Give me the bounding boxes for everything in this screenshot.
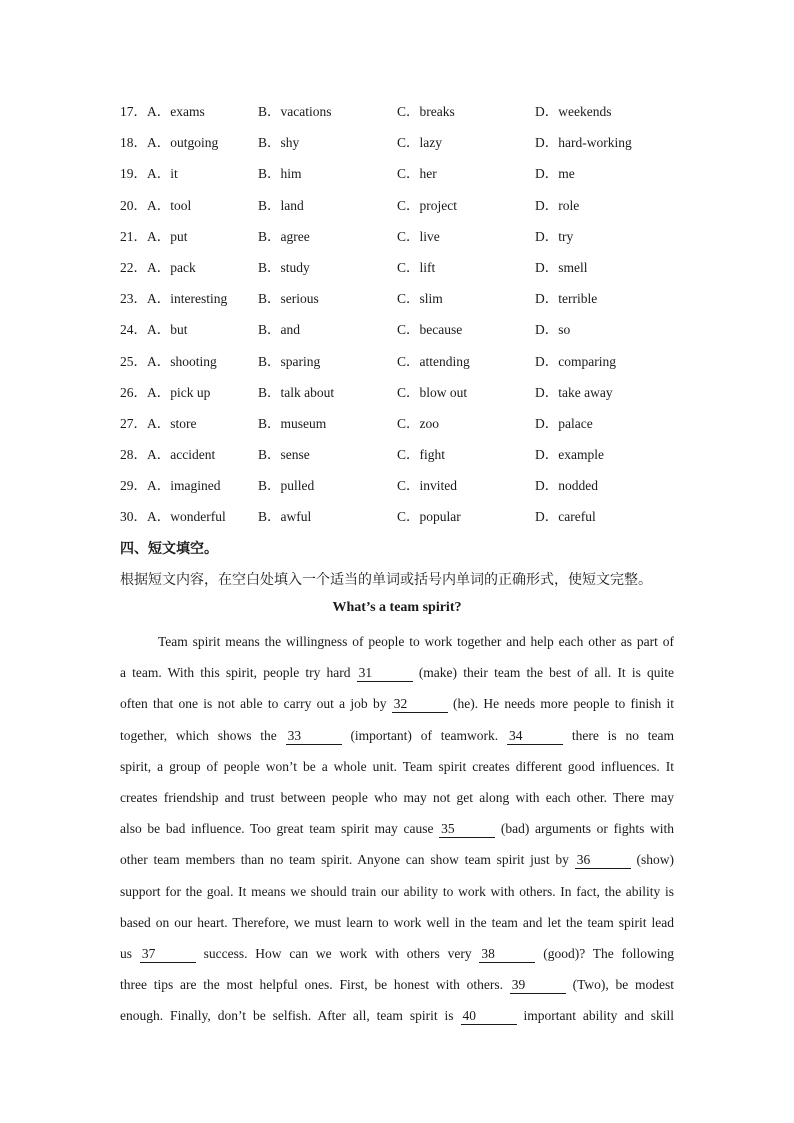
line-text: there is no team — [571, 727, 675, 743]
question-row — [120, 101, 720, 132]
option-b: B．talk about — [258, 384, 335, 400]
passage-line — [120, 725, 674, 756]
question-number: 26． — [120, 384, 147, 400]
question-row — [120, 351, 720, 382]
blank-34[interactable]: 34 — [507, 728, 563, 745]
option-b: B．museum — [258, 415, 327, 431]
line-text: together, which shows the — [120, 727, 277, 743]
section-instruction: 根据短文内容，在空白处填入一个适当的单词或括号内单词的正确形式，使短文完整。 — [120, 572, 652, 588]
option-c: C．popular — [397, 509, 461, 525]
option-c: C．breaks — [397, 104, 455, 119]
option-b: B．sense — [258, 447, 310, 463]
option-a: A．outgoing — [147, 135, 219, 151]
option-b: B．him — [258, 166, 302, 182]
line-text: based on our heart. Therefore, we must learn to work well in the team and let the team spirit lead — [120, 914, 674, 930]
option-b: B．awful — [258, 509, 312, 525]
question-row — [120, 382, 720, 413]
passage-line — [120, 756, 674, 787]
passage-line — [120, 787, 674, 818]
option-a: A．shooting — [147, 353, 217, 369]
line-text: support for the goal. It means we should train our ability to work with others. In fact, the ability is — [120, 883, 674, 899]
option-b: B．and — [258, 322, 300, 338]
option-b: B．land — [258, 197, 304, 213]
option-a: A．exams — [147, 104, 205, 119]
question-row — [120, 226, 720, 257]
blank-40[interactable]: 40 — [461, 1008, 517, 1025]
option-a: A．put — [147, 228, 188, 244]
option-b: B．sparing — [258, 353, 321, 369]
passage-line — [120, 662, 674, 693]
line-text: a team. With this spirit, people try hard — [120, 665, 351, 681]
blank-31[interactable]: 31 — [357, 665, 413, 682]
line-text: (bad) arguments or fights with — [500, 821, 675, 837]
passage-line — [120, 631, 674, 662]
option-c: C．lift — [397, 259, 436, 275]
line-text: (he). He needs more people to finish it — [453, 696, 674, 712]
blank-38[interactable]: 38 — [479, 946, 535, 963]
option-d: D．try — [535, 228, 574, 244]
question-number: 24． — [120, 322, 147, 338]
question-number: 27． — [120, 415, 147, 431]
passage-line — [120, 849, 674, 880]
question-row — [120, 195, 720, 226]
line-text: (important) of teamwork. — [350, 727, 499, 743]
option-d: D．take away — [535, 384, 613, 400]
option-b: B．pulled — [258, 478, 315, 494]
option-d: D．hard-working — [535, 135, 632, 151]
question-number: 22． — [120, 259, 147, 275]
option-c: C．project — [397, 197, 457, 213]
option-c: C．blow out — [397, 384, 468, 400]
question-number: 25． — [120, 353, 147, 369]
question-row — [120, 444, 720, 475]
question-row — [120, 475, 720, 506]
option-c: C．fight — [397, 447, 446, 463]
passage-line — [120, 943, 674, 974]
option-b: B．serious — [258, 291, 319, 307]
option-c: C．because — [397, 322, 463, 338]
passage-title: What’s a team spirit? — [332, 600, 462, 615]
option-d: D．so — [535, 322, 571, 338]
option-a: A．tool — [147, 197, 192, 213]
option-d: D．nodded — [535, 478, 598, 494]
option-d: D．example — [535, 447, 604, 463]
question-number: 29． — [120, 478, 147, 494]
line-text: also be bad influence. Too great team spirit may cause — [120, 821, 434, 837]
option-c: C．live — [397, 228, 440, 244]
blank-33[interactable]: 33 — [286, 728, 342, 745]
passage-line — [120, 974, 674, 1005]
option-c: C．attending — [397, 353, 470, 369]
line-text: success. How can we work with others very — [203, 945, 472, 961]
question-row — [120, 506, 720, 537]
option-b: B．agree — [258, 228, 310, 244]
question-row — [120, 319, 720, 350]
blank-39[interactable]: 39 — [510, 977, 566, 994]
option-c: C．lazy — [397, 135, 442, 151]
passage-line — [120, 1005, 674, 1036]
option-a: A．store — [147, 415, 197, 431]
option-d: D．me — [535, 166, 575, 182]
option-c: C．invited — [397, 478, 457, 494]
option-d: D．weekends — [535, 104, 612, 119]
line-text: (Two), be modest — [572, 977, 675, 993]
option-a: A．pick up — [147, 384, 211, 400]
option-d: D．palace — [535, 415, 593, 431]
option-a: A．pack — [147, 259, 196, 275]
line-text: often that one is not able to carry out a job by — [120, 696, 387, 712]
blank-35[interactable]: 35 — [439, 821, 495, 838]
line-text: creates friendship and trust between people who may not get along with each other. There may — [120, 789, 674, 805]
passage-line — [120, 693, 674, 724]
option-b: B．vacations — [258, 104, 332, 119]
option-a: A．imagined — [147, 478, 221, 494]
section-heading: 四、短文填空。 — [120, 541, 218, 557]
line-text: (good)? The following — [543, 945, 675, 961]
question-number: 23． — [120, 291, 147, 307]
question-number: 20． — [120, 197, 147, 213]
line-text: important ability and skill — [523, 1008, 675, 1024]
line-text: (show) — [636, 852, 674, 868]
passage-line — [120, 912, 674, 943]
option-d: D．role — [535, 197, 580, 213]
option-b: B．shy — [258, 135, 300, 151]
option-d: D．careful — [535, 509, 596, 525]
line-text: enough. Finally, don’t be selfish. After all, team spirit is — [120, 1008, 454, 1024]
option-c: C．zoo — [397, 415, 439, 431]
question-row — [120, 257, 720, 288]
passage-line — [120, 881, 674, 912]
question-row — [120, 413, 720, 444]
option-d: D．comparing — [535, 353, 616, 369]
option-a: A．wonderful — [147, 509, 226, 525]
question-number: 21． — [120, 228, 147, 244]
question-number: 19． — [120, 166, 147, 182]
option-a: A．interesting — [147, 291, 228, 307]
option-c: C．her — [397, 166, 437, 182]
line-text: three tips are the most helpful ones. First, be honest with others. — [120, 977, 504, 993]
line-text: Team spirit means the willingness of people to work together and help each other as part of — [158, 634, 674, 649]
blank-32[interactable]: 32 — [392, 696, 448, 713]
option-d: D．smell — [535, 259, 588, 275]
option-c: C．slim — [397, 291, 443, 307]
line-text: us — [120, 945, 133, 961]
question-row — [120, 132, 720, 163]
options-list — [120, 101, 720, 538]
blank-36[interactable]: 36 — [575, 852, 631, 869]
question-number: 18． — [120, 135, 147, 151]
option-b: B．study — [258, 259, 310, 275]
option-a: A．accident — [147, 447, 216, 463]
blank-37[interactable]: 37 — [140, 946, 196, 963]
question-number: 28． — [120, 447, 147, 463]
passage-body — [120, 631, 674, 1036]
line-text: other team members than no team spirit. Anyone can show team spirit just by — [120, 852, 569, 868]
question-row — [120, 288, 720, 319]
line-text: (make) their team the best of all. It is quite — [418, 665, 674, 681]
question-number: 17． — [120, 104, 147, 119]
option-a: A．but — [147, 322, 188, 338]
question-number: 30． — [120, 509, 147, 525]
option-d: D．terrible — [535, 291, 598, 307]
question-row — [120, 163, 720, 194]
passage-line — [120, 818, 674, 849]
line-text: spirit, a group of people won’t be a whole unit. Team spirit creates different good influences. It — [120, 758, 674, 774]
option-a: A．it — [147, 166, 178, 182]
